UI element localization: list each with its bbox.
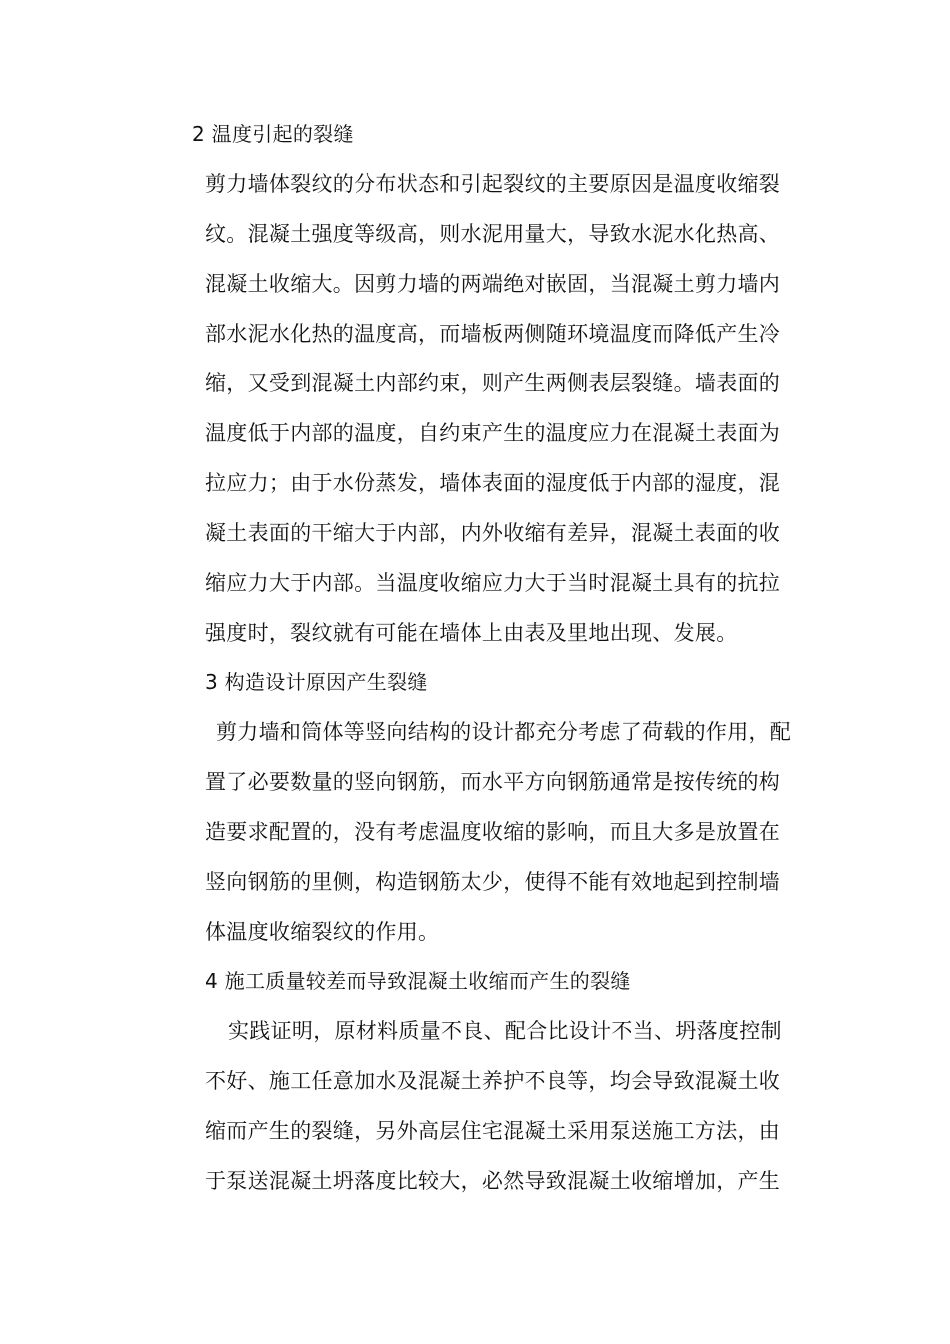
section-heading: 3 构造设计原因产生裂缝 <box>205 670 428 694</box>
paragraph-line: 体温度收缩裂纹的作用。 <box>205 920 440 944</box>
paragraph-line: 于泵送混凝土坍落度比较大，必然导致混凝土收缩增加，产生 <box>205 1169 781 1193</box>
paragraph-line: 混凝土收缩大。因剪力墙的两端绝对嵌固，当混凝土剪力墙内 <box>205 272 781 296</box>
paragraph-line: 造要求配置的，没有考虑温度收缩的影响，而且大多是放置在 <box>205 820 781 844</box>
paragraph-line: 剪力墙体裂纹的分布状态和引起裂纹的主要原因是温度收缩裂 <box>205 172 781 196</box>
paragraph-line: 剪力墙和筒体等竖向结构的设计都充分考虑了荷载的作用，配 <box>216 720 792 744</box>
section-heading: 4 施工质量较差而导致混凝土收缩而产生的裂缝 <box>205 969 631 993</box>
paragraph-line: 置了必要数量的竖向钢筋，而水平方向钢筋通常是按传统的构 <box>205 770 781 794</box>
paragraph-line: 实践证明，原材料质量不良、配合比设计不当、坍落度控制 <box>228 1019 782 1043</box>
paragraph-line: 纹。混凝土强度等级高，则水泥用量大，导致水泥水化热高、 <box>205 222 781 246</box>
paragraph-line: 拉应力；由于水份蒸发，墙体表面的湿度低于内部的湿度，混 <box>205 471 781 495</box>
paragraph-line: 缩而产生的裂缝，另外高层住宅混凝土采用泵送施工方法，由 <box>205 1119 781 1143</box>
paragraph-line: 部水泥水化热的温度高，而墙板两侧随环境温度而降低产生冷 <box>205 322 781 346</box>
section-heading: 2 温度引起的裂缝 <box>192 122 354 146</box>
paragraph-line: 缩，又受到混凝土内部约束，则产生两侧表层裂缝。墙表面的 <box>205 371 781 395</box>
paragraph-line: 温度低于内部的温度，自约束产生的温度应力在混凝土表面为 <box>205 421 781 445</box>
paragraph-line: 凝土表面的干缩大于内部，内外收缩有差异，混凝土表面的收 <box>205 521 781 545</box>
paragraph-line: 竖向钢筋的里侧，构造钢筋太少，使得不能有效地起到控制墙 <box>205 870 781 894</box>
paragraph-line: 不好、施工任意加水及混凝土养护不良等，均会导致混凝土收 <box>205 1069 781 1093</box>
paragraph-line: 缩应力大于内部。当温度收缩应力大于当时混凝土具有的抗拉 <box>205 571 781 595</box>
paragraph-line: 强度时，裂纹就有可能在墙体上由表及里地出现、发展。 <box>205 621 738 645</box>
